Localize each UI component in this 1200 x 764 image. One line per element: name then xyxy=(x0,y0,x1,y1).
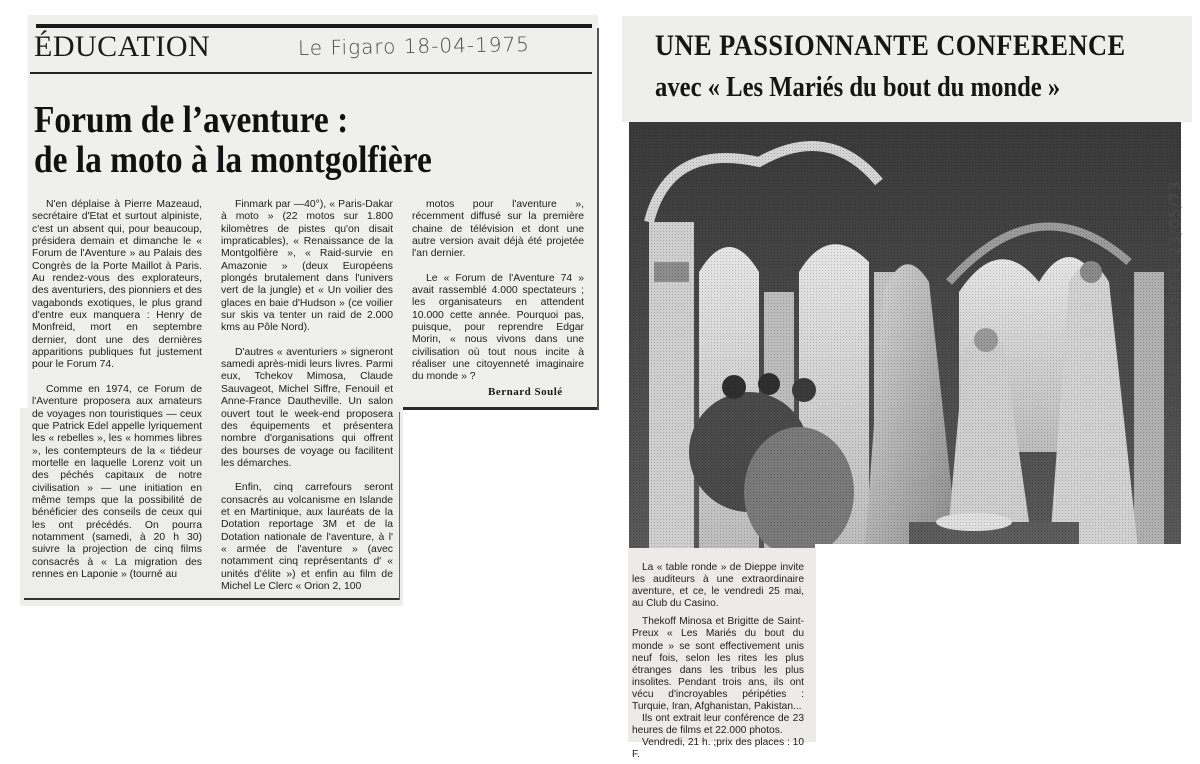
paragraph: N'en déplaise à Pierre Mazeaud, secrétaire d'Etat et surtout alpiniste, c'est un absent qui, pour beaucoup, présidera demain et dimanche le « Forum de l'Aventure » au Palais des Congrès de la Porte Maillot à Paris. Au rendez-vous des explorateurs, des aventuriers, des pionniers et des vagabonds exotiques, le plus grand d'entre eux manquera : Henry de Monfreid, mort en septembre dernier, dont une des dernières apparitions publiques fut justement pour le Forum 74. xyxy=(32,199,202,371)
paragraph: Le « Forum de l'Aventure 74 » avait rassemblé 4.000 spectateurs ; les organisateurs en attendent 10.000 cette année. Pourquoi pas, puisque, pour reprendre Edgar Morin, « nous vivons dans une civilisation où tout nous incite à réaliser une citoyenneté imaginaire du monde » ? xyxy=(412,272,584,383)
right-border-rule xyxy=(597,28,599,410)
photo-illustration xyxy=(629,122,1181,558)
paragraph: motos pour l'aventure », récemment diffusé sur la première chaine de télévision et dont une autre version avait déjà été projetée l'an dernier. xyxy=(412,199,584,260)
photo-cut-edge xyxy=(815,544,1200,564)
headline-line-1: Forum de l’aventure : xyxy=(34,99,349,141)
paragraph: Enfin, cinq carrefours seront consacrés au volcanisme en Islande et en Martinique, aux lauréats de la Dotation reportage 3M et de la Dotation nationale de l'aventure, à l' « armée de l'aventure » (avec notamment cinq représentants d' « unités d'élite ») et enfin au film de Michel Le Clerc « Orion 2, 100 xyxy=(221,482,393,592)
conference-headline: UNE PASSIONNANTE CONFERENCE xyxy=(655,29,1126,62)
section-heading: ÉDUCATION xyxy=(34,30,211,63)
paragraph: D'autres « aventuriers » signeront samedi après-midi leurs livres. Parmi eux, Tchekov Mimosa, Claude Sauvageot, Michel Siffre, Fenouil et Anne-France Dautheville. Un salon ouvert tout le week-end proposera des équipements et présentera nombre d'organisations qui offrent des bourses de voyage ou facilitent les démarches. xyxy=(221,346,393,469)
paragraph: Comme en 1974, ce Forum de l'Aventure proposera aux amateurs de voyages non touristiques — ceux que Patrick Edel appelle lyriquement les « rebelles », les « hommes libres », les contempteurs de la « tiédeur mortelle en laquelle Lorenz voit un des péchés capitaux de notre civilisation » — une initiation en même temps que la possibilité de bénéficier des conseils de ceux qui les ont précédés. On pourra notamment (samedi, à 20 h 30) suivre la projection de cinq films consacrés à « La migration des rennes en Laponie » (tourné au xyxy=(32,383,202,580)
paragraph: Ils ont extrait leur conférence de 23 heures de films et 22.000 photos. xyxy=(632,713,804,737)
section-rule xyxy=(30,72,592,74)
conference-article xyxy=(632,562,804,762)
author-byline: Bernard Soulé xyxy=(488,386,563,398)
article-column-3 xyxy=(412,199,584,384)
article-column-1 xyxy=(32,199,202,581)
paragraph: Vendredi, 21 h. ;prix des places : 10 F. xyxy=(632,737,804,761)
paragraph: Thekoff Minosa et Brigitte de Saint-Preux « Les Mariés du bout du monde » se sont effectivement unis neuf fois, selon les rites les plus étranges dans les tribus les plus insolites. Pendant trois ans, ils ont vécu d'incroyables péripéties : Turquie, Iran, Afghanistan, Pakistan... xyxy=(632,616,804,713)
article-column-2 xyxy=(221,199,393,593)
paragraph: La « table ronde » de Dieppe invite les auditeurs à une extraordinaire aventure, et ce, le vendredi 25 mai, au Club du Casino. xyxy=(632,562,804,610)
bottom-rule xyxy=(24,598,400,600)
photo-indian-wedding-scene xyxy=(629,122,1181,558)
headline-line-2: de la moto à la montgolfière xyxy=(34,139,432,181)
handwritten-source-note: Le Figaro 18-04-1975 xyxy=(297,31,531,61)
column-end-rule xyxy=(403,407,599,410)
paragraph: Finmark par —40°), « Paris-Dakar à moto » (22 motos sur 1.800 kilomètres de pistes qu'on disait impraticables), « Renaissance de la Montgolfière », « Raid-survie en Amazonie » (deux Européens plongés brutalement dans l'univers vert de la jungle) et « Un voilier des glaces en baie d'Hudson » (ce voilier sur skis va tenter un raid de 2.000 kms au Pôle Nord). xyxy=(221,199,393,334)
inner-border-rule xyxy=(399,412,400,600)
article-headline xyxy=(34,100,580,180)
top-rule xyxy=(36,24,592,28)
handwritten-source-note-vertical: PARIS-NORMANDIE 23/05/73 xyxy=(1166,180,1184,418)
conference-subheadline: avec « Les Mariés du bout du monde » xyxy=(655,72,1061,103)
